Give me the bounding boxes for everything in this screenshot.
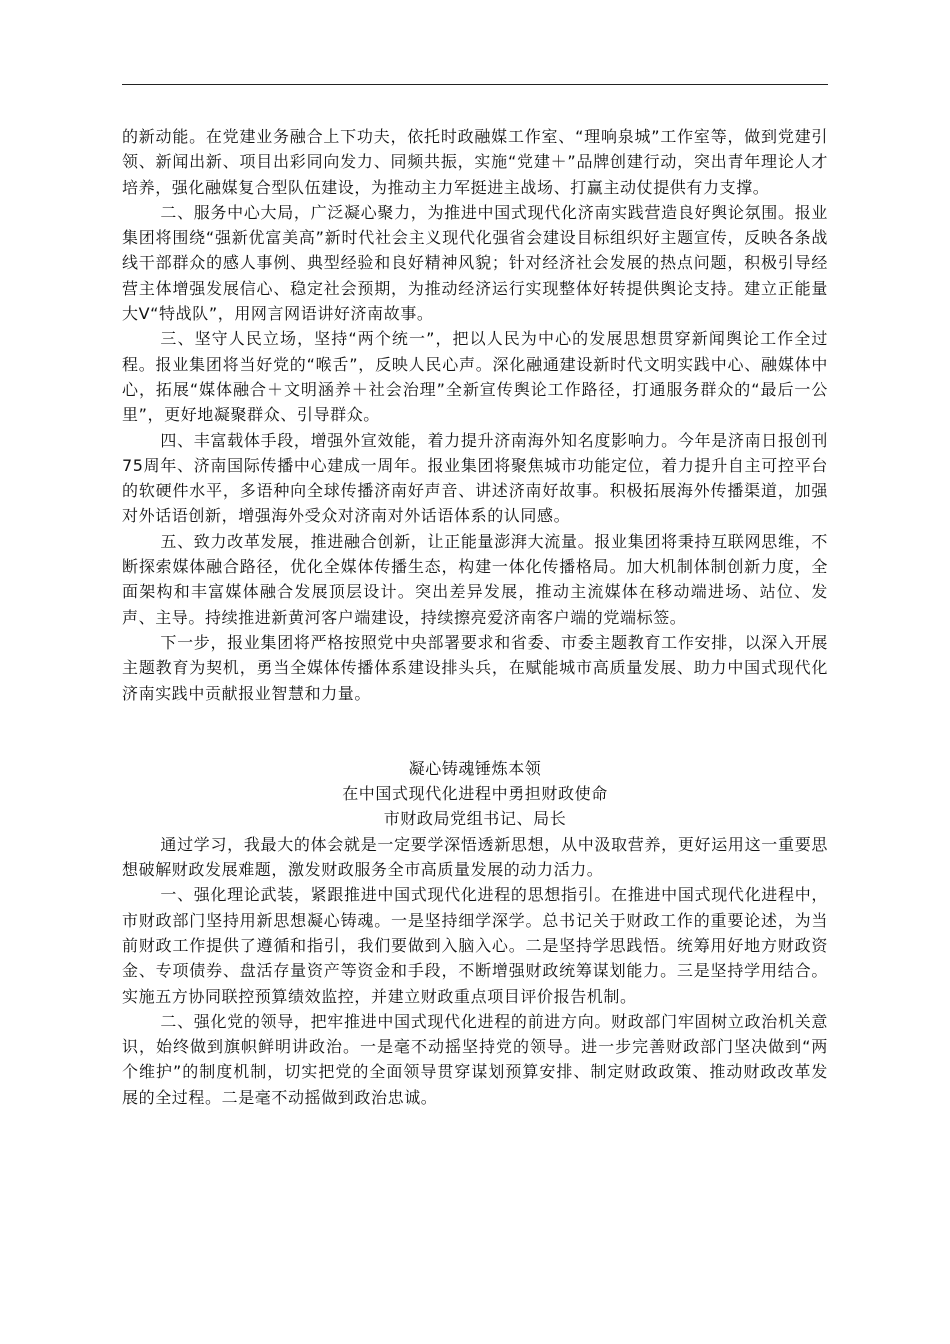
body-paragraph: 二、强化党的领导，把牢推进中国式现代化进程的前进方向。财政部门牢固树立政治机关意识，始终做到旗帜鲜明讲政治。一是毫不动摇坚持党的领导。进一步完善财政部门坚决做到“两个维护”的制度机制，切实把党的全面领导贯穿谋划预算安排、制定财政政策、推动财政改革发展的全过程。二是毫不动摇做到政治忠诚。: [122, 1011, 828, 1107]
body-paragraph: 三、坚守人民立场，坚持“两个统一”，把以人民为中心的发展思想贯穿新闻舆论工作全过程。报业集团将当好党的“喉舌”，反映人民心声。深化融通建设新时代文明实践中心、融媒体中心，拓展“媒体融合＋文明涵养＋社会治理”全新宣传舆论工作路径，打通服务群众的“最后一公里”，更好地凝聚群众、引导群众。: [122, 329, 828, 425]
body-paragraph: 五、致力改革发展，推进融合创新，让正能量澎湃大流量。报业集团将秉持互联网思维，不断探索媒体融合路径，优化全媒体传播生态，构建一体化传播格局。加大机制体制创新力度，全面架构和丰富媒体融合发展顶层设计。突出差异发展，推动主流媒体在移动端进场、站位、发声、主导。持续推进新黄河客户端建设，持续擦亮爱济南客户端的党端标签。: [122, 531, 828, 627]
body-paragraph: 的新动能。在党建业务融合上下功夫，依托时政融媒工作室、“理响泉城”工作室等，做到党建引领、新闻出新、项目出彩同向发力、同频共振，实施“党建＋”品牌创建行动，突出青年理论人才培养，强化融媒复合型队伍建设，为推动主力军挺进主战场、打赢主动仗提供有力支撑。: [122, 127, 828, 197]
header-rule: [122, 84, 828, 85]
body-paragraph: 四、丰富载体手段，增强外宣效能，着力提升济南海外知名度影响力。今年是济南日报创刊75周年、济南国际传播中心建成一周年。报业集团将聚焦城市功能定位，着力提升自主可控平台的软硬件水平，多语种向全球传播济南好声音、讲述济南好故事。积极拓展海外传播渠道，加强对外话语创新，增强海外受众对济南对外话语体系的认同感。: [122, 430, 828, 526]
body-paragraph: 通过学习，我最大的体会就是一定要学深悟透新思想，从中汲取营养，更好运用这一重要思想破解财政发展难题，激发财政服务全市高质量发展的动力活力。: [122, 834, 828, 880]
body-paragraph: 二、服务中心大局，广泛凝心聚力，为推进中国式现代化济南实践营造良好舆论氛围。报业集团将围绕“强新优富美高”新时代社会主义现代化强省会建设目标组织好主题宣传，反映各条战线干部群众的感人事例、典型经验和良好精神风貌；针对经济社会发展的热点问题，积极引导经营主体增强发展信心、稳定社会预期，为推动经济运行实现整体好转提供舆论支持。建立正能量大V“特战队”，用网言网语讲好济南故事。: [122, 202, 828, 324]
article-subtitle: 在中国式现代化进程中勇担财政使命: [342, 784, 608, 804]
document-body: [122, 124, 828, 1110]
article-title: 凝心铸魂锤炼本领: [408, 758, 542, 778]
body-paragraph: 一、强化理论武装，紧跟推进中国式现代化进程的思想指引。在推进中国式现代化进程中，市财政部门坚持用新思想凝心铸魂。一是坚持细学深学。总书记关于财政工作的重要论述，为当前财政工作提供了遵循和指引，我们要做到入脑入心。二是坚持学思践悟。统筹用好地方财政资金、专项债券、盘活存量资产等资金和手段，不断增强财政统筹谋划能力。三是坚持学用结合。实施五方协同联控预算绩效监控，并建立财政重点项目评价报告机制。: [122, 885, 828, 1006]
body-paragraph: 下一步，报业集团将严格按照党中央部署要求和省委、市委主题教育工作安排，以深入开展主题教育为契机，勇当全媒体传播体系建设排头兵，在赋能城市高质量发展、助力中国式现代化济南实践中贡献报业智慧和力量。: [122, 632, 828, 703]
section-spacer: [122, 706, 828, 756]
article-author: 市财政局党组书记、局长: [383, 809, 567, 829]
